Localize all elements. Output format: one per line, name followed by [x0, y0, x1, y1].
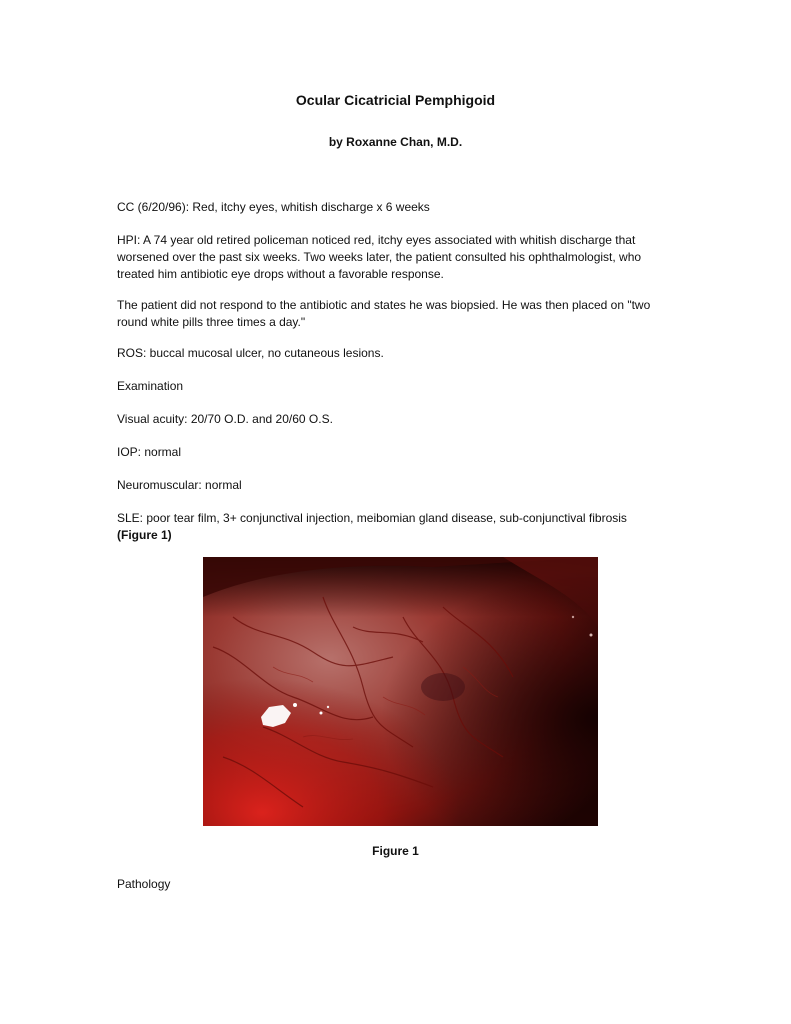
neuromuscular: Neuromuscular: normal: [117, 478, 242, 492]
figure-1-image: [203, 557, 598, 826]
iop: IOP: normal: [117, 445, 182, 459]
chief-complaint: CC (6/20/96): Red, itchy eyes, whitish discharge x 6 weeks: [117, 200, 430, 214]
examination-heading: Examination: [117, 379, 184, 393]
history-of-present-illness: HPI: A 74 year old retired policeman noticed red, itchy eyes associated with whitish discharge that worsened over the past six weeks. Two weeks later, the patient consulted his ophthalmologist, who treated him antibiotic eye drops without a favorable response.: [117, 233, 642, 281]
slit-lamp-exam-text: SLE: poor tear film, 3+ conjunctival injection, meibomian gland disease, sub-conjunctival fibrosis: [117, 511, 627, 525]
review-of-systems: ROS: buccal mucosal ulcer, no cutaneous lesions.: [117, 346, 384, 360]
slit-lamp-exam: [117, 510, 692, 544]
figure-reference: (Figure 1): [117, 528, 172, 542]
document-author: by Roxanne Chan, M.D.: [328, 135, 463, 149]
treatment-response: The patient did not respond to the antibiotic and states he was biopsied. He was then placed on "two round white pills three times a day.": [117, 298, 651, 329]
document-title: Ocular Cicatricial Pemphigoid: [295, 92, 496, 108]
visual-acuity: Visual acuity: 20/70 O.D. and 20/60 O.S.: [117, 412, 333, 426]
figure-caption: Figure 1: [372, 844, 419, 858]
pathology-heading: Pathology: [117, 877, 171, 891]
conjunctiva-photo: [203, 557, 598, 826]
